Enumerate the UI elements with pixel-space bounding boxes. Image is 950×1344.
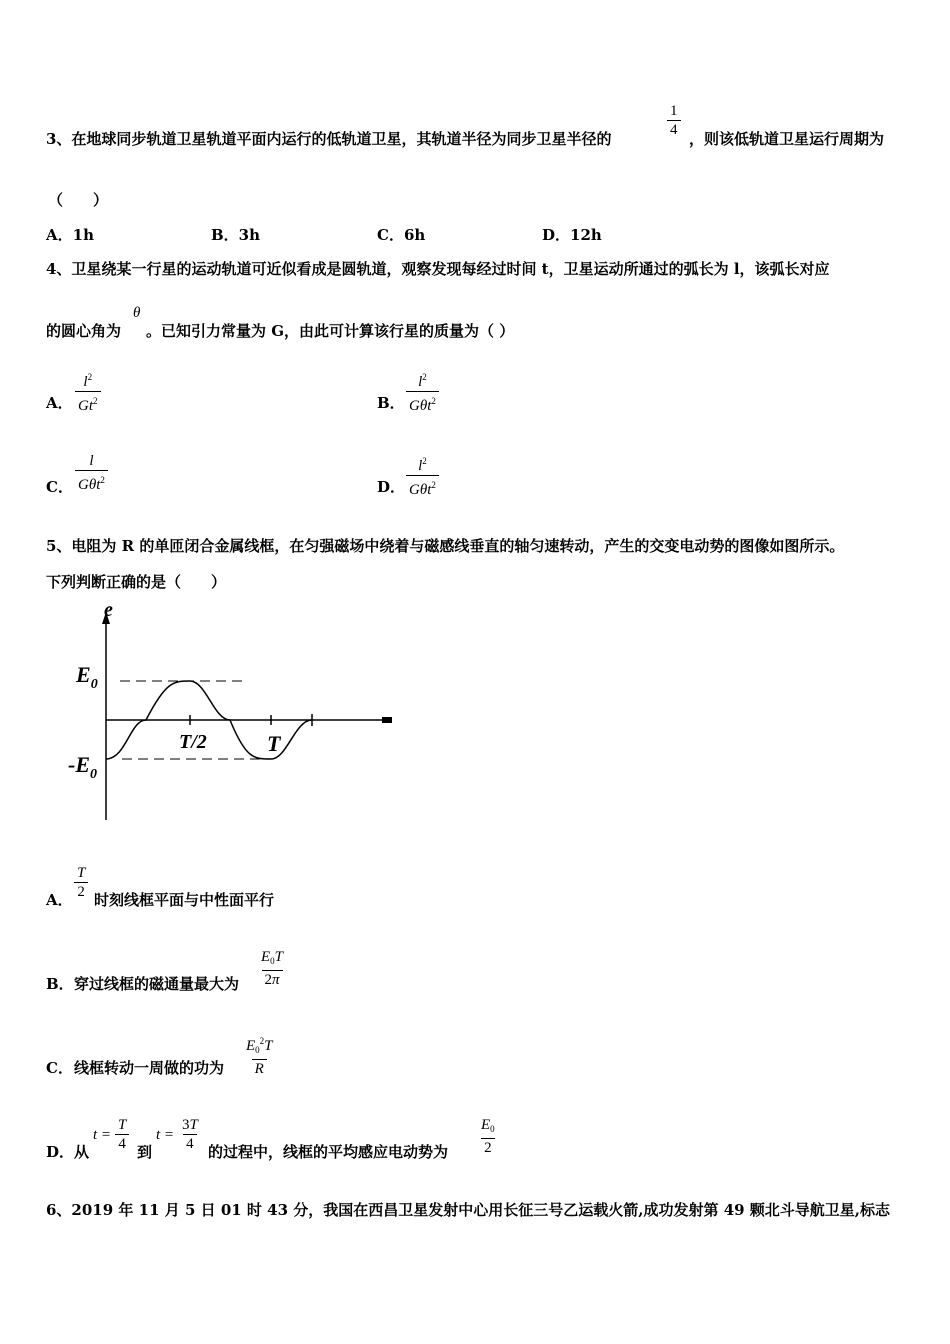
q3-option-b: B．3h — [211, 226, 261, 244]
q5-option-d-formula-3: $E_0$ 2 — [481, 1117, 495, 1156]
y-axis-label: e — [104, 599, 113, 621]
q5-option-a-formula: T 2 — [74, 864, 88, 901]
q4-option-b-label: B． — [377, 394, 405, 412]
q4-option-d-label: D． — [377, 478, 406, 496]
q5-option-d-formula-2: 3T 4 — [182, 1117, 198, 1152]
q4-option-d-formula: $l^2$ Gθt$^2$ — [406, 452, 439, 499]
x-axis-arrow — [382, 717, 392, 723]
q4-option-c-label: C． — [46, 478, 73, 496]
q4-option-c-formula: l Gθt$^2$ — [75, 452, 108, 494]
q5-line1: 5、电阻为 R 的单匝闭合金属线框，在匀强磁场中绕着与磁感线垂直的轴匀速转动，产生的交变电动势的图像如图所示。 — [46, 537, 845, 555]
q5-option-a-text: 时刻线框平面与中性面平行 — [94, 891, 275, 909]
t-label: T — [267, 731, 281, 756]
q5-option-d-t2: t = — [156, 1127, 175, 1143]
q5-option-d-pre: 从 — [74, 1143, 90, 1161]
q4-option-a-formula: $l^2$ Gt$^2$ — [75, 368, 101, 415]
q5-option-d-t1: t = — [93, 1127, 112, 1143]
q5-option-b-text: 穿过线框的磁通量最大为 — [74, 975, 240, 993]
q4-line2a: 的圆心角为 — [46, 322, 122, 340]
q3-bracket: （ ） — [48, 191, 109, 209]
q5-option-d-post: 的过程中，线框的平均感应电动势为 — [208, 1143, 449, 1161]
e0-label: $E_0$ — [76, 662, 98, 692]
q4-line2b: 。已知引力常量为 G，由此可计算该行星的质量为（ ） — [146, 322, 515, 340]
q3-option-c: C．6h — [377, 226, 426, 244]
q4-theta: θ — [133, 305, 141, 321]
q5-option-b-formula: $E_0T$ 2π — [261, 949, 284, 988]
neg-e0-label: $-E_0$ — [68, 752, 97, 782]
q3-fraction: 1 4 — [667, 102, 681, 139]
q3-stem-end: ，则该低轨道卫星运行周期为 — [689, 130, 885, 148]
q5-option-d-mid: 到 — [137, 1143, 153, 1161]
q5-option-a-label: A． — [46, 891, 73, 909]
q6-line1: 6、2019 年 11 月 5 日 01 时 43 分，我国在西昌卫星发射中心用长征三号乙运载火箭,成功发射第 49 颗北斗导航卫星,标志 — [46, 1201, 891, 1219]
q4-option-b-formula: $l^2$ Gθt$^2$ — [406, 368, 439, 415]
q5-option-c-text: 线框转动一周做的功为 — [74, 1059, 225, 1077]
q3-option-a: A．1h — [46, 226, 94, 244]
q5-option-c-label: C． — [46, 1059, 73, 1077]
q3-option-d: D．12h — [542, 226, 602, 244]
q4-option-a-label: A． — [46, 394, 73, 412]
q5-option-d-label: D． — [46, 1143, 75, 1161]
q4-line1: 4、卫星绕某一行星的运动轨道可近似看成是圆轨道，观察发现每经过时间 t，卫星运动所通过的弧长为 l，该弧长对应 — [46, 260, 830, 278]
q5-line2: 下列判断正确的是（ ） — [46, 573, 227, 591]
q3-stem: 3、在地球同步轨道卫星轨道平面内运行的低轨道卫星，其轨道半径为同步卫星半径的 — [46, 130, 612, 148]
emf-graph — [60, 596, 400, 826]
q5-option-b-label: B． — [46, 975, 74, 993]
q5-option-d-formula-1: T 4 — [115, 1116, 129, 1153]
q5-option-c-formula: $E_0^2T$ R — [246, 1036, 273, 1077]
t-half-label: T/2 — [179, 731, 207, 753]
